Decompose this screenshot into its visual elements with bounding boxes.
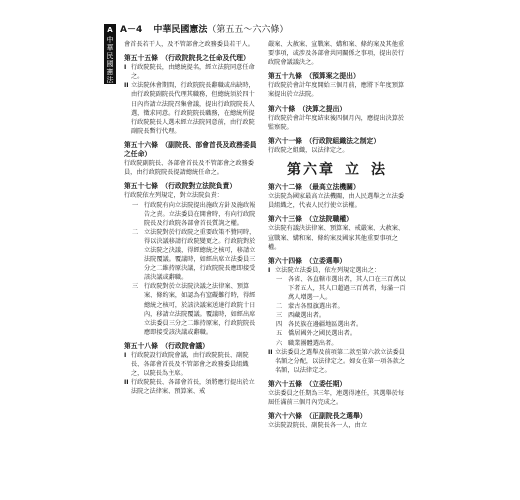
sub-item-text: 行政院對於立法院決議之法律案、預算案、條約案，如認為有窒礙難行時，得經總統之核可，於該決議案送達行政院十日內，移請立法院覆議。覆議時，如經出席立法委員三分之二維持原案，行政院院長應即接受該決議或辭職。 bbox=[144, 283, 256, 336]
article-61-text: 行政院之組織，以法律定之。 bbox=[268, 146, 349, 154]
sub-item-text: 行政院有向立法院提出施政方針及施政報告之責。立法委員在開會時，有向行政院院長及行政院各部會首長質詢之權。 bbox=[144, 201, 256, 227]
sub-item-text: 僑居國外之國民選出者。 bbox=[288, 330, 357, 338]
clause-text: 立法委員之選舉及前項第二款至第六款立法委員名額之分配，以法律定之。婦女在第一項各款之名額，以法律定之。 bbox=[275, 348, 405, 374]
sub-item-number: 三 bbox=[132, 283, 139, 291]
chapter-number: 第六章 bbox=[287, 162, 335, 179]
article-57-title: 第五十七條 （行政院對立法院負責） bbox=[124, 182, 237, 191]
article-60-text: 行政院於會計年度結束後四個月內，應提出決算於監察院。 bbox=[268, 114, 405, 131]
clause bbox=[124, 378, 260, 396]
article-56-text: 行政院副院長、各部會首長及不管部會之政務委員，由行政院院長提請總統任命之。 bbox=[124, 160, 254, 177]
clause-text: 行政院院長、各部會首長，須將應行提出於立法院之法律案、預算案、戒 bbox=[131, 379, 255, 396]
clause-text: 行政院院長，由總統提名，經立法院同意任命之。 bbox=[131, 64, 255, 81]
sub-item bbox=[268, 329, 406, 338]
sub-item-number: 四 bbox=[276, 321, 283, 329]
article-59-title: 第五十九條 （預算案之提出） bbox=[268, 72, 360, 81]
article-66-text: 立法院設院長、副院長各一人，由立 bbox=[268, 422, 367, 430]
clause-mark: II bbox=[124, 379, 129, 387]
clause-mark: I bbox=[124, 352, 127, 359]
sub-item-text: 西藏選出者。 bbox=[288, 312, 326, 320]
side-tab-char: 憲 bbox=[106, 68, 114, 76]
sub-item-number: 二 bbox=[132, 228, 139, 236]
sub-item bbox=[124, 282, 260, 337]
sub-item bbox=[268, 275, 406, 302]
article-62-title: 第六十二條 （最高立法機關） bbox=[268, 183, 360, 192]
article-65-title: 第六十五條 （立委任期） bbox=[268, 379, 347, 388]
sub-item-text: 蒙古各盟旗選出者。 bbox=[288, 303, 344, 311]
article-66-title: 第六十六條 （正副院長之選舉） bbox=[268, 412, 367, 421]
chapter-title-char: 法 bbox=[371, 162, 387, 179]
continued-text: 嚴案、大赦案、宣戰案、媾和案、條約案及其他重要事項，或涉及各部會共同關係之事項，提出於行政院會議議決之。 bbox=[268, 41, 405, 67]
article-61-title: 第六十一條 （行政院組織法之制定） bbox=[268, 136, 381, 145]
sub-item-number: 二 bbox=[276, 303, 283, 311]
article-56-title: 第五十六條 （副院長、部會首長及政務委員之任命） bbox=[124, 140, 257, 159]
clause bbox=[124, 81, 260, 136]
clause bbox=[268, 348, 406, 375]
clause-mark: II bbox=[268, 348, 273, 356]
sub-item bbox=[124, 201, 260, 228]
left-column bbox=[124, 40, 260, 396]
article-62-text: 立法院為國家最高立法機關，由人民選舉之立法委員組織之，代表人民行使立法權。 bbox=[268, 193, 405, 210]
sub-item-number: 一 bbox=[132, 201, 139, 209]
sub-item-number: 五 bbox=[276, 330, 283, 338]
side-tab bbox=[104, 24, 116, 84]
side-tab-char: 法 bbox=[106, 76, 114, 84]
article-range: （第五五～六六條） bbox=[207, 25, 289, 35]
clause-text: 行政院設行政院會議，由行政院院長、副院長、各部會首長及不管部會之政務委員組織之，以院長為主席。 bbox=[131, 352, 249, 378]
side-tab-char: 國 bbox=[106, 60, 114, 68]
sub-item-text: 立法院對於行政院之重要政策不贊同時，得以決議移請行政院變更之。行政院對於立法院之決議，得經總統之核可，移請立法院覆議。覆議時，如經出席立法委員三分之二維持原決議，行政院院長應即接受該決議或辭職。 bbox=[144, 228, 256, 282]
article-55-title: 第五十五條 （行政院院長之任命及代理） bbox=[124, 54, 250, 63]
clause bbox=[268, 266, 406, 275]
chapter-title-char: 立 bbox=[345, 162, 361, 179]
page-number: A－4 bbox=[120, 25, 143, 35]
article-65-text: 立法委員之任期為三年，連選得連任，其選舉於每屆任滿前三個月內完成之。 bbox=[268, 390, 405, 407]
book-title: 中華民國憲法 bbox=[153, 25, 208, 35]
article-63-title: 第六十三條 （立法院職權） bbox=[268, 215, 353, 224]
side-tab-letter: A bbox=[107, 26, 113, 34]
page-header bbox=[120, 22, 288, 36]
sub-item-number: 六 bbox=[276, 339, 283, 347]
sub-item bbox=[268, 311, 406, 320]
clause-mark: I bbox=[124, 64, 127, 72]
clause-mark: II bbox=[124, 82, 129, 90]
right-column bbox=[268, 40, 406, 430]
clause bbox=[124, 63, 260, 81]
sub-item bbox=[268, 320, 406, 329]
continued-text: 會首長若干人，及不管部會之政務委員若干人。 bbox=[124, 41, 254, 48]
side-tab-char: 民 bbox=[106, 52, 114, 60]
article-60-title: 第六十條 （決算之提出） bbox=[268, 104, 347, 113]
sub-item bbox=[268, 302, 406, 311]
sub-item-text: 各民族在邊疆地區選出者。 bbox=[288, 321, 363, 329]
clause-mark: I bbox=[268, 266, 271, 274]
sub-item-text: 各省、各直轄市選出者，其人口在三百萬以下者五人，其人口超過三百萬者，每滿一百萬人增選一人。 bbox=[288, 275, 406, 302]
sub-item-number: 三 bbox=[276, 312, 283, 320]
clause-text: 立法院立法委員，依左列規定選出之： bbox=[275, 266, 381, 274]
article-64-title: 第六十四條 （立委選舉） bbox=[268, 256, 347, 265]
side-tab-char: 華 bbox=[106, 44, 114, 52]
sub-item-text: 職業團體選出者。 bbox=[288, 339, 338, 347]
sub-item bbox=[268, 339, 406, 348]
article-57-lead: 行政院依左列規定，對立法院負責： bbox=[124, 192, 223, 200]
article-58-title: 第五十八條 （行政院會議） bbox=[124, 341, 209, 350]
article-63-text: 立法院有議決法律案、預算案、戒嚴案、大赦案、宣戰案、媾和案、條約案及國家其他重要事項之權。 bbox=[268, 225, 405, 251]
clause bbox=[124, 351, 260, 378]
chapter-heading bbox=[268, 161, 406, 179]
side-tab-char: 中 bbox=[106, 36, 114, 44]
sub-item-number: 一 bbox=[276, 275, 283, 283]
clause-text: 立法院休會期間，行政院院長辭職或出缺時，由行政院副院長代理其職務，但總統須於四十日內咨請立法院召集會議，提出行政院院長人選，徵求同意。行政院院長職務，在總統所提行政院院長人選未經立法院同意前，由行政院副院長暫行代理。 bbox=[131, 82, 255, 135]
sub-item bbox=[124, 228, 260, 283]
article-59-text: 行政院於會計年度開始三個月前，應將下年度預算案提出於立法院。 bbox=[268, 82, 405, 99]
